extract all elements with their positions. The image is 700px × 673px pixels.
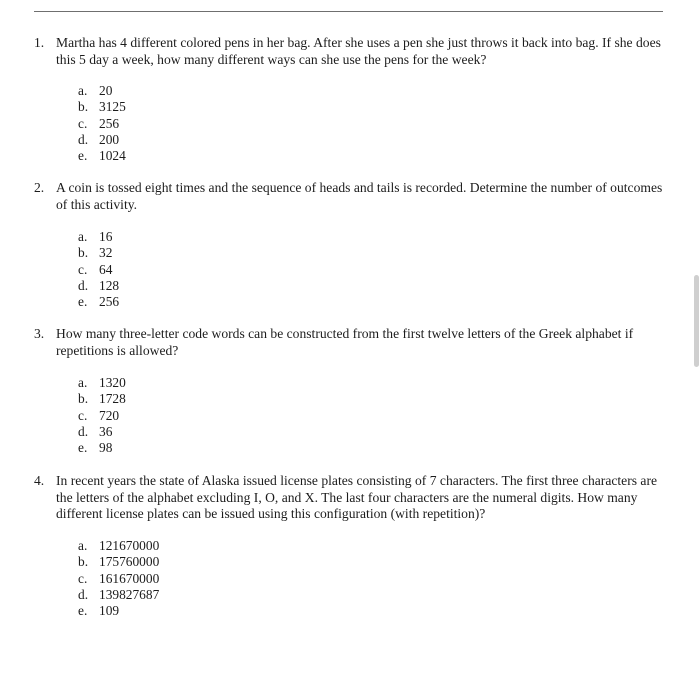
option-c: c. 720 [78,407,120,423]
option-d: d. 139827687 [78,586,160,602]
option-value: 256 [99,294,120,310]
option-value: 109 [99,603,120,619]
option-d: d. 128 [78,277,120,293]
option-value: 256 [99,115,120,131]
option-b: b. 32 [78,245,113,261]
option-value: 121670000 [99,538,160,553]
scrollbar-thumb[interactable] [694,275,699,367]
option-a: a. 16 [78,229,113,244]
option-value: 32 [99,245,113,261]
option-value: 36 [99,423,113,439]
option-value: 1320 [99,375,126,390]
option-e: e. 1024 [78,148,126,164]
option-e: e. 109 [78,603,120,619]
option-value: 139827687 [99,586,160,602]
option-value: 20 [99,83,113,98]
question-number: 3. [34,326,45,341]
option-b: b. 175760000 [78,554,160,570]
option-d: d. 200 [78,131,120,147]
option-a: a. 1320 [78,375,126,390]
options-list-2 [78,229,119,310]
question-4 [34,473,664,523]
options-list-1 [78,83,126,164]
option-value: 1728 [99,391,126,407]
option-d: d. 36 [78,423,113,439]
option-value: 1024 [99,148,126,164]
option-value: 3125 [99,99,126,115]
question-2 [34,180,664,213]
option-c: c. 64 [78,261,113,277]
question-3 [34,326,664,359]
option-value: 175760000 [99,554,160,570]
question-text: Martha has 4 different colored pens in her bag. After she uses a pen she just throws it back into bag. If she does this 5 day a week, how many different ways can she use the pens for the week? [56,35,661,67]
question-number: 2. [34,180,45,195]
option-b: b. 3125 [78,99,126,115]
options-list-3 [78,375,126,456]
option-c: c. 256 [78,115,120,131]
option-a: a. 20 [78,83,113,98]
option-e: e. 256 [78,294,120,310]
option-value: 128 [99,277,120,293]
question-text: In recent years the state of Alaska issued license plates consisting of 7 characters. The first three characters are the letters of the alphabet excluding I, O, and X. The last four characters are the numeral digits. How many different license plates can be issued using this configuration (with repetition)? [56,473,658,521]
option-value: 200 [99,131,120,147]
option-c: c. 161670000 [78,570,160,586]
options-list-4 [78,538,159,619]
option-value: 161670000 [99,570,160,586]
option-e: e. 98 [78,440,113,456]
question-text: How many three-letter code words can be constructed from the first twelve letters of the Greek alphabet if repetitions is allowed? [56,326,634,358]
option-value: 98 [99,440,113,456]
option-value: 720 [99,407,120,423]
question-text: A coin is tossed eight times and the sequence of heads and tails is recorded. Determine the number of outcomes of this activity. [56,180,663,212]
question-number: 1. [34,35,45,50]
question-1 [34,35,664,68]
top-divider [34,11,663,12]
option-value: 64 [99,261,113,277]
question-number: 4. [34,473,45,488]
option-b: b. 1728 [78,391,126,407]
option-value: 16 [99,229,113,244]
option-a: a. 121670000 [78,538,160,553]
